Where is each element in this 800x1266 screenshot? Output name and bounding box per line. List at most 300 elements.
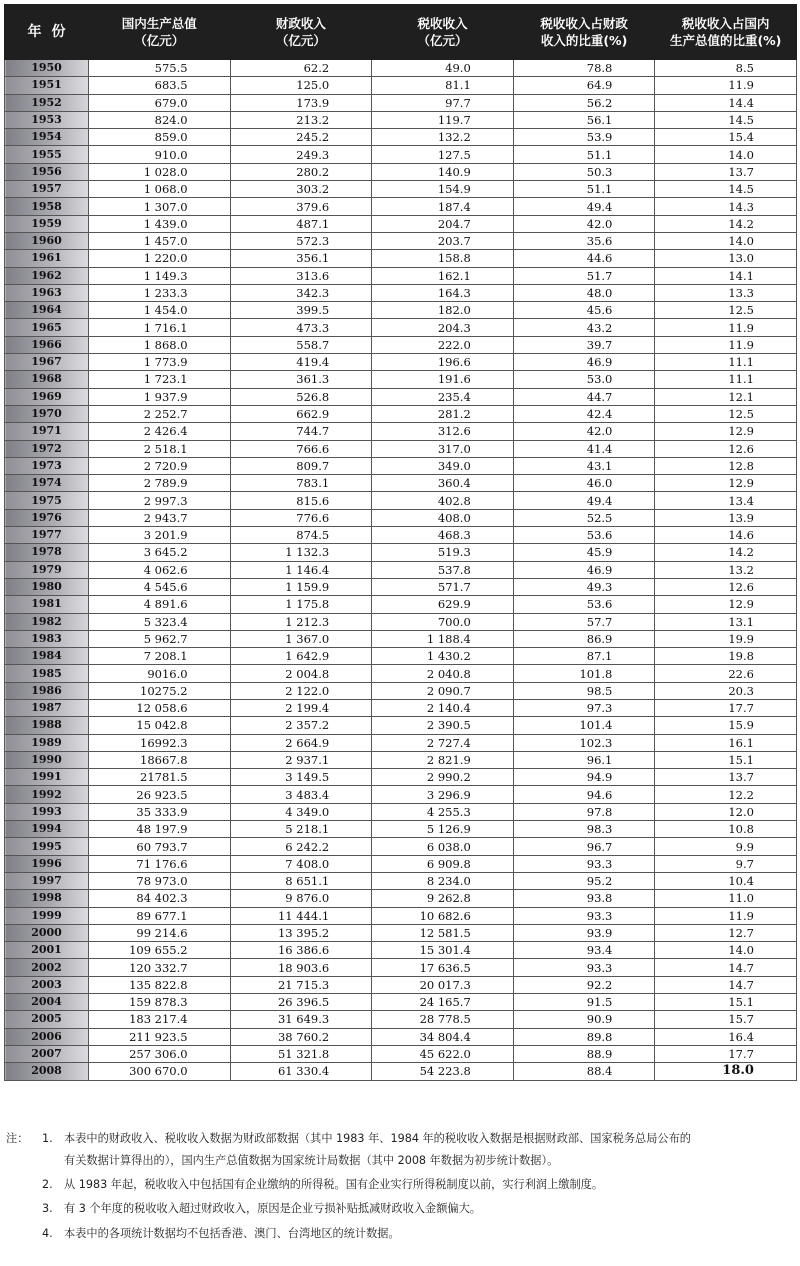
cell-gdp: 1 723.1 [89, 371, 231, 388]
table-row [5, 1045, 797, 1062]
cell-year: 2001 [5, 942, 89, 959]
cell-gdp: 2 252.7 [89, 405, 231, 422]
fiscal-revenue-table [4, 4, 797, 1081]
table-row [5, 77, 797, 94]
cell-tax-share-fiscal: 57.7 [513, 613, 655, 630]
cell-fiscal-revenue: 2 199.4 [230, 699, 372, 716]
cell-tax-share-fiscal: 49.4 [513, 198, 655, 215]
cell-tax-share-fiscal: 49.3 [513, 578, 655, 595]
cell-tax-share-gdp: 13.0 [655, 250, 797, 267]
cell-gdp: 1 454.0 [89, 302, 231, 319]
cell-gdp: 910.0 [89, 146, 231, 163]
cell-gdp: 859.0 [89, 129, 231, 146]
cell-tax-share-gdp: 12.0 [655, 803, 797, 820]
table-row [5, 838, 797, 855]
cell-year: 1961 [5, 250, 89, 267]
header-gdp-line2: （亿元） [134, 33, 185, 48]
table-row [5, 717, 797, 734]
cell-fiscal-revenue: 303.2 [230, 181, 372, 198]
cell-year: 1976 [5, 509, 89, 526]
cell-tax-share-fiscal: 86.9 [513, 630, 655, 647]
table-row [5, 440, 797, 457]
cell-tax-revenue: 204.3 [372, 319, 514, 336]
cell-gdp: 1 307.0 [89, 198, 231, 215]
cell-gdp: 26 923.5 [89, 786, 231, 803]
cell-tax-share-fiscal: 42.4 [513, 405, 655, 422]
cell-gdp: 2 943.7 [89, 509, 231, 526]
cell-tax-share-gdp: 11.0 [655, 890, 797, 907]
cell-tax-share-fiscal: 49.4 [513, 492, 655, 509]
cell-fiscal-revenue: 2 664.9 [230, 734, 372, 751]
cell-fiscal-revenue: 662.9 [230, 405, 372, 422]
cell-tax-share-gdp: 14.7 [655, 976, 797, 993]
cell-fiscal-revenue: 1 212.3 [230, 613, 372, 630]
table-row [5, 665, 797, 682]
table-row [5, 613, 797, 630]
cell-tax-share-fiscal: 93.9 [513, 924, 655, 941]
cell-tax-revenue: 6 038.0 [372, 838, 514, 855]
cell-year: 1989 [5, 734, 89, 751]
cell-fiscal-revenue: 473.3 [230, 319, 372, 336]
cell-tax-share-gdp: 13.1 [655, 613, 797, 630]
cell-tax-share-fiscal: 43.1 [513, 457, 655, 474]
cell-tax-revenue: 45 622.0 [372, 1045, 514, 1062]
cell-year: 1970 [5, 405, 89, 422]
cell-tax-revenue: 408.0 [372, 509, 514, 526]
note-item [42, 1174, 796, 1196]
cell-tax-share-gdp: 13.7 [655, 163, 797, 180]
cell-fiscal-revenue: 8 651.1 [230, 872, 372, 889]
cell-year: 1993 [5, 803, 89, 820]
cell-gdp: 120 332.7 [89, 959, 231, 976]
cell-tax-share-gdp: 19.8 [655, 648, 797, 665]
cell-gdp: 1 937.9 [89, 388, 231, 405]
cell-tax-revenue: 204.7 [372, 215, 514, 232]
note-item [42, 1223, 796, 1245]
cell-gdp: 257 306.0 [89, 1045, 231, 1062]
cell-year: 1968 [5, 371, 89, 388]
cell-tax-share-gdp: 10.8 [655, 821, 797, 838]
cell-gdp: 7 208.1 [89, 648, 231, 665]
cell-gdp: 2 720.9 [89, 457, 231, 474]
cell-tax-share-fiscal: 98.3 [513, 821, 655, 838]
cell-tax-share-gdp: 20.3 [655, 682, 797, 699]
cell-tax-share-fiscal: 39.7 [513, 336, 655, 353]
cell-tax-share-gdp: 11.9 [655, 77, 797, 94]
cell-gdp: 48 197.9 [89, 821, 231, 838]
cell-tax-share-fiscal: 50.3 [513, 163, 655, 180]
cell-year: 1977 [5, 527, 89, 544]
cell-gdp: 1 220.0 [89, 250, 231, 267]
cell-tax-share-gdp: 15.1 [655, 751, 797, 768]
table-row [5, 423, 797, 440]
cell-year: 1974 [5, 475, 89, 492]
table-body [5, 60, 797, 1081]
cell-tax-revenue: 629.9 [372, 596, 514, 613]
cell-gdp: 12 058.6 [89, 699, 231, 716]
cell-gdp: 3 645.2 [89, 544, 231, 561]
cell-fiscal-revenue: 245.2 [230, 129, 372, 146]
cell-gdp: 4 062.6 [89, 561, 231, 578]
cell-fiscal-revenue: 558.7 [230, 336, 372, 353]
cell-gdp: 1 716.1 [89, 319, 231, 336]
header-gdp [89, 5, 231, 60]
table-row [5, 1028, 797, 1045]
table-header-row [5, 5, 797, 60]
cell-tax-share-gdp: 22.6 [655, 665, 797, 682]
cell-tax-share-fiscal: 94.6 [513, 786, 655, 803]
header-gdp-line1: 国内生产总值 [121, 16, 197, 31]
table-row [5, 457, 797, 474]
cell-tax-share-gdp: 13.3 [655, 284, 797, 301]
cell-year: 1996 [5, 855, 89, 872]
cell-tax-share-gdp: 12.7 [655, 924, 797, 941]
cell-fiscal-revenue: 2 004.8 [230, 665, 372, 682]
cell-gdp: 2 789.9 [89, 475, 231, 492]
cell-fiscal-revenue: 1 146.4 [230, 561, 372, 578]
cell-tax-share-fiscal: 96.7 [513, 838, 655, 855]
cell-tax-revenue: 182.0 [372, 302, 514, 319]
cell-year: 1966 [5, 336, 89, 353]
cell-tax-share-fiscal: 94.9 [513, 769, 655, 786]
note-number: 2. [42, 1178, 53, 1191]
cell-tax-share-gdp: 9.9 [655, 838, 797, 855]
cell-gdp: 78 973.0 [89, 872, 231, 889]
cell-tax-revenue: 2 990.2 [372, 769, 514, 786]
cell-tax-share-gdp: 14.3 [655, 198, 797, 215]
cell-tax-revenue: 571.7 [372, 578, 514, 595]
cell-gdp: 18667.8 [89, 751, 231, 768]
cell-year: 1999 [5, 907, 89, 924]
cell-year: 1980 [5, 578, 89, 595]
table-row [5, 475, 797, 492]
cell-tax-share-gdp: 12.9 [655, 475, 797, 492]
cell-tax-revenue: 164.3 [372, 284, 514, 301]
cell-fiscal-revenue: 213.2 [230, 111, 372, 128]
cell-year: 1979 [5, 561, 89, 578]
cell-gdp: 10275.2 [89, 682, 231, 699]
cell-tax-share-fiscal: 97.3 [513, 699, 655, 716]
cell-tax-share-fiscal: 78.8 [513, 60, 655, 77]
cell-gdp: 159 878.3 [89, 994, 231, 1011]
cell-tax-share-fiscal: 97.8 [513, 803, 655, 820]
table-row [5, 405, 797, 422]
cell-tax-share-gdp: 15.7 [655, 1011, 797, 1028]
cell-tax-share-fiscal: 51.1 [513, 146, 655, 163]
cell-year: 1986 [5, 682, 89, 699]
cell-tax-share-gdp: 14.0 [655, 232, 797, 249]
cell-tax-revenue: 1 430.2 [372, 648, 514, 665]
cell-tax-revenue: 468.3 [372, 527, 514, 544]
cell-year: 1983 [5, 630, 89, 647]
cell-tax-revenue: 8 234.0 [372, 872, 514, 889]
cell-tax-revenue: 203.7 [372, 232, 514, 249]
header-fiscal-revenue [230, 5, 372, 60]
cell-tax-share-gdp: 11.1 [655, 371, 797, 388]
table-row [5, 388, 797, 405]
cell-gdp: 9016.0 [89, 665, 231, 682]
table-row [5, 94, 797, 111]
cell-tax-revenue: 2 821.9 [372, 751, 514, 768]
cell-year: 2004 [5, 994, 89, 1011]
note-text-line: 有关数据计算得出的），国内生产总值数据为国家统计局数据（其中 2008 年数据为初步统计数据）。 [64, 1153, 559, 1167]
cell-tax-share-gdp: 14.5 [655, 111, 797, 128]
cell-year: 1951 [5, 77, 89, 94]
cell-tax-share-fiscal: 42.0 [513, 423, 655, 440]
cell-year: 1965 [5, 319, 89, 336]
header-tax-gdp-line2: 生产总值的比重(%) [669, 33, 782, 48]
cell-tax-share-fiscal: 51.1 [513, 181, 655, 198]
cell-gdp: 71 176.6 [89, 855, 231, 872]
cell-year: 1998 [5, 890, 89, 907]
cell-fiscal-revenue: 125.0 [230, 77, 372, 94]
cell-year: 1957 [5, 181, 89, 198]
cell-tax-share-fiscal: 53.6 [513, 596, 655, 613]
cell-gdp: 99 214.6 [89, 924, 231, 941]
cell-gdp: 1 149.3 [89, 267, 231, 284]
cell-tax-revenue: 2 140.4 [372, 699, 514, 716]
cell-year: 1960 [5, 232, 89, 249]
cell-tax-share-gdp: 10.4 [655, 872, 797, 889]
cell-tax-share-gdp: 11.9 [655, 907, 797, 924]
table-row [5, 1011, 797, 1028]
cell-gdp: 4 545.6 [89, 578, 231, 595]
table-row [5, 371, 797, 388]
table-row [5, 302, 797, 319]
table-row [5, 769, 797, 786]
cell-tax-share-fiscal: 93.8 [513, 890, 655, 907]
table-row [5, 786, 797, 803]
cell-tax-share-fiscal: 44.7 [513, 388, 655, 405]
cell-tax-share-fiscal: 93.3 [513, 907, 655, 924]
cell-tax-share-fiscal: 64.9 [513, 77, 655, 94]
table-row [5, 215, 797, 232]
cell-tax-share-gdp: 8.5 [655, 60, 797, 77]
cell-fiscal-revenue: 766.6 [230, 440, 372, 457]
table-row [5, 890, 797, 907]
cell-fiscal-revenue: 783.1 [230, 475, 372, 492]
cell-tax-revenue: 54 223.8 [372, 1063, 514, 1080]
cell-tax-share-fiscal: 35.6 [513, 232, 655, 249]
cell-fiscal-revenue: 13 395.2 [230, 924, 372, 941]
cell-year: 2000 [5, 924, 89, 941]
cell-tax-revenue: 140.9 [372, 163, 514, 180]
cell-gdp: 1 773.9 [89, 354, 231, 371]
cell-fiscal-revenue: 4 349.0 [230, 803, 372, 820]
cell-tax-share-gdp: 14.6 [655, 527, 797, 544]
table-row [5, 561, 797, 578]
cell-gdp: 575.5 [89, 60, 231, 77]
cell-fiscal-revenue: 1 132.3 [230, 544, 372, 561]
cell-fiscal-revenue: 399.5 [230, 302, 372, 319]
cell-tax-revenue: 360.4 [372, 475, 514, 492]
cell-year: 1963 [5, 284, 89, 301]
cell-fiscal-revenue: 5 218.1 [230, 821, 372, 838]
cell-fiscal-revenue: 11 444.1 [230, 907, 372, 924]
cell-gdp: 1 439.0 [89, 215, 231, 232]
cell-tax-revenue: 235.4 [372, 388, 514, 405]
table-row [5, 699, 797, 716]
cell-fiscal-revenue: 62.2 [230, 60, 372, 77]
cell-fiscal-revenue: 874.5 [230, 527, 372, 544]
table-row [5, 942, 797, 959]
cell-fiscal-revenue: 3 483.4 [230, 786, 372, 803]
cell-tax-revenue: 127.5 [372, 146, 514, 163]
cell-tax-share-gdp: 14.4 [655, 94, 797, 111]
cell-year: 2002 [5, 959, 89, 976]
table-row [5, 648, 797, 665]
cell-tax-share-fiscal: 51.7 [513, 267, 655, 284]
cell-tax-share-gdp: 14.5 [655, 181, 797, 198]
table-row [5, 284, 797, 301]
cell-gdp: 683.5 [89, 77, 231, 94]
cell-gdp: 1 868.0 [89, 336, 231, 353]
table-row [5, 596, 797, 613]
cell-tax-share-gdp: 12.9 [655, 596, 797, 613]
cell-tax-revenue: 162.1 [372, 267, 514, 284]
notes-label: 注： [6, 1132, 29, 1145]
cell-fiscal-revenue: 18 903.6 [230, 959, 372, 976]
table-row [5, 492, 797, 509]
cell-tax-revenue: 317.0 [372, 440, 514, 457]
table-row [5, 682, 797, 699]
cell-tax-revenue: 2 390.5 [372, 717, 514, 734]
cell-year: 1994 [5, 821, 89, 838]
header-tax-share-gdp [655, 5, 797, 60]
cell-year: 1950 [5, 60, 89, 77]
cell-year: 1990 [5, 751, 89, 768]
cell-tax-revenue: 2 090.7 [372, 682, 514, 699]
cell-fiscal-revenue: 31 649.3 [230, 1011, 372, 1028]
cell-tax-share-fiscal: 42.0 [513, 215, 655, 232]
cell-gdp: 211 923.5 [89, 1028, 231, 1045]
cell-tax-revenue: 700.0 [372, 613, 514, 630]
cell-year: 2005 [5, 1011, 89, 1028]
cell-year: 1964 [5, 302, 89, 319]
cell-tax-revenue: 4 255.3 [372, 803, 514, 820]
cell-tax-share-gdp: 14.1 [655, 267, 797, 284]
cell-tax-revenue: 28 778.5 [372, 1011, 514, 1028]
table-row [5, 959, 797, 976]
cell-fiscal-revenue: 3 149.5 [230, 769, 372, 786]
table-row [5, 630, 797, 647]
cell-tax-share-gdp: 11.9 [655, 319, 797, 336]
header-tax-fiscal-line1: 税收收入占财政 [540, 16, 628, 31]
note-text-line: 本表中的各项统计数据均不包括香港、澳门、台湾地区的统计数据。 [64, 1227, 400, 1240]
cell-year: 1953 [5, 111, 89, 128]
cell-tax-revenue: 349.0 [372, 457, 514, 474]
header-year: 年份 [5, 5, 89, 60]
cell-fiscal-revenue: 776.6 [230, 509, 372, 526]
table-row [5, 232, 797, 249]
cell-tax-share-fiscal: 45.9 [513, 544, 655, 561]
table-row [5, 907, 797, 924]
cell-year: 1981 [5, 596, 89, 613]
cell-year: 2006 [5, 1028, 89, 1045]
cell-gdp: 21781.5 [89, 769, 231, 786]
cell-tax-share-fiscal: 53.9 [513, 129, 655, 146]
cell-tax-revenue: 196.6 [372, 354, 514, 371]
note-text-line: 有 3 个年度的税收收入超过财政收入，原因是企业亏损补贴抵减财政收入金额偏大。 [64, 1202, 481, 1215]
note-text-line: 从 1983 年起，税收收入中包括国有企业缴纳的所得税。国有企业实行所得税制度以前，实行利润上缴制度。 [64, 1178, 604, 1191]
table-row [5, 855, 797, 872]
cell-tax-share-fiscal: 53.6 [513, 527, 655, 544]
cell-tax-revenue: 537.8 [372, 561, 514, 578]
note-item [42, 1198, 796, 1220]
cell-tax-revenue: 312.6 [372, 423, 514, 440]
cell-fiscal-revenue: 2 357.2 [230, 717, 372, 734]
cell-tax-revenue: 34 804.4 [372, 1028, 514, 1045]
cell-gdp: 1 233.3 [89, 284, 231, 301]
cell-fiscal-revenue: 2 122.0 [230, 682, 372, 699]
cell-tax-share-gdp: 12.6 [655, 578, 797, 595]
table-row [5, 924, 797, 941]
cell-year: 1984 [5, 648, 89, 665]
cell-tax-revenue: 12 581.5 [372, 924, 514, 941]
cell-tax-share-fiscal: 93.3 [513, 959, 655, 976]
cell-tax-share-fiscal: 44.6 [513, 250, 655, 267]
cell-gdp: 679.0 [89, 94, 231, 111]
cell-tax-revenue: 9 262.8 [372, 890, 514, 907]
cell-fiscal-revenue: 342.3 [230, 284, 372, 301]
note-number: 4. [42, 1227, 53, 1240]
cell-tax-revenue: 5 126.9 [372, 821, 514, 838]
cell-gdp: 15 042.8 [89, 717, 231, 734]
cell-year: 1991 [5, 769, 89, 786]
cell-tax-revenue: 281.2 [372, 405, 514, 422]
cell-fiscal-revenue: 313.6 [230, 267, 372, 284]
cell-tax-share-gdp: 12.8 [655, 457, 797, 474]
header-tax-fiscal-line2: 收入的比重(%) [540, 33, 628, 48]
cell-tax-share-fiscal: 41.4 [513, 440, 655, 457]
cell-year: 1952 [5, 94, 89, 111]
table-row [5, 181, 797, 198]
cell-tax-share-gdp: 12.9 [655, 423, 797, 440]
cell-gdp: 5 962.7 [89, 630, 231, 647]
cell-tax-share-gdp: 15.9 [655, 717, 797, 734]
cell-fiscal-revenue: 526.8 [230, 388, 372, 405]
cell-tax-share-gdp: 12.5 [655, 302, 797, 319]
table-row [5, 60, 797, 77]
cell-year: 1982 [5, 613, 89, 630]
cell-tax-share-fiscal: 46.0 [513, 475, 655, 492]
table-row [5, 544, 797, 561]
cell-tax-share-gdp: 13.4 [655, 492, 797, 509]
cell-fiscal-revenue: 7 408.0 [230, 855, 372, 872]
cell-tax-revenue: 402.8 [372, 492, 514, 509]
cell-tax-share-gdp: 9.7 [655, 855, 797, 872]
revenue-table-container [4, 4, 796, 1081]
table-row [5, 527, 797, 544]
cell-gdp: 824.0 [89, 111, 231, 128]
cell-tax-share-fiscal: 90.9 [513, 1011, 655, 1028]
cell-fiscal-revenue: 809.7 [230, 457, 372, 474]
cell-gdp: 16992.3 [89, 734, 231, 751]
header-fiscal-line2: （亿元） [275, 33, 326, 48]
cell-fiscal-revenue: 419.4 [230, 354, 372, 371]
table-row [5, 146, 797, 163]
table-row [5, 267, 797, 284]
cell-year: 1972 [5, 440, 89, 457]
cell-tax-revenue: 81.1 [372, 77, 514, 94]
cell-tax-share-fiscal: 46.9 [513, 354, 655, 371]
note-number: 3. [42, 1202, 53, 1215]
cell-tax-share-fiscal: 46.9 [513, 561, 655, 578]
cell-tax-revenue: 17 636.5 [372, 959, 514, 976]
cell-fiscal-revenue: 38 760.2 [230, 1028, 372, 1045]
cell-tax-revenue: 49.0 [372, 60, 514, 77]
cell-fiscal-revenue: 379.6 [230, 198, 372, 215]
